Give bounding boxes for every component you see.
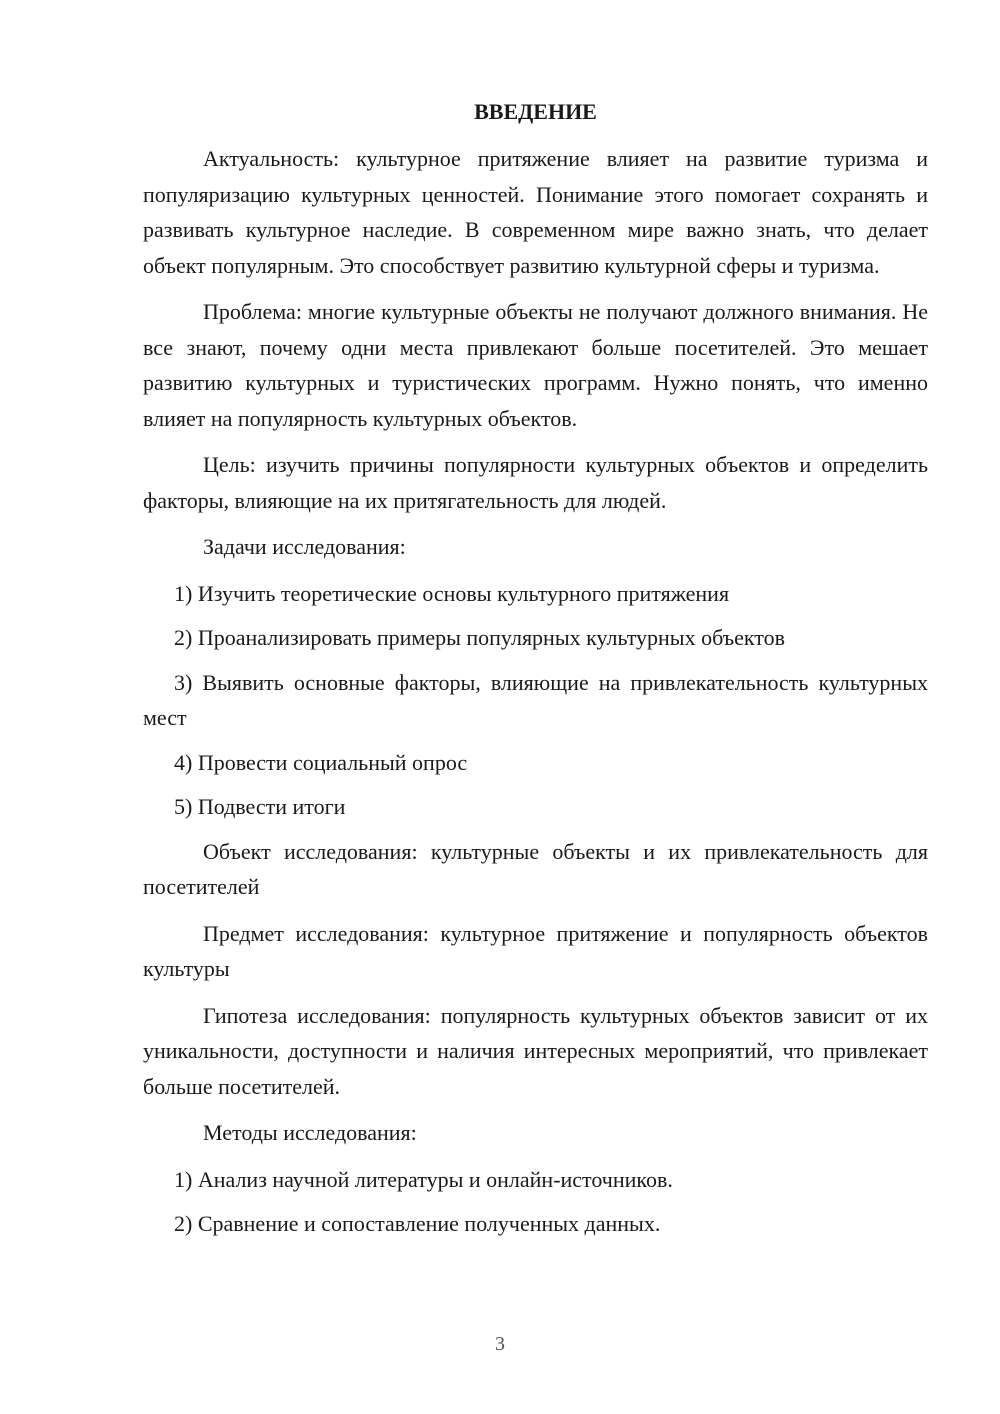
list-item-method-2: 2) Сравнение и сопоставление полученных данных. — [174, 1211, 661, 1236]
list-item-method-1: 1) Анализ научной литературы и онлайн-источников. — [174, 1166, 673, 1192]
page-number: 3 — [495, 1333, 505, 1355]
list-item-task-2: 2) Проанализировать примеры популярных культурных объектов — [174, 625, 785, 650]
page-content — [143, 94, 928, 1251]
paragraph-goal: Цель: изучить причины популярности культурных объектов и определить факторы, влияющие на их притягательность для людей. — [143, 452, 928, 513]
paragraph-tasks-heading: Задачи исследования: — [203, 534, 406, 559]
page-title: ВВЕДЕНИЕ — [474, 99, 597, 124]
paragraph-research-subject: Предмет исследования: культурное притяжение и популярность объектов культуры — [143, 920, 928, 981]
paragraph-relevance: Актуальность: культурное притяжение влияет на развитие туризма и популяризацию культурных ценностей. Понимание этого помогает сохранять и развивать культурное наследие. В современном мире важно знать, что делает объект популярным. Это способствует развитию культурной сферы и туризма. — [143, 146, 928, 278]
list-item-task-1: 1) Изучить теоретические основы культурного притяжения — [174, 580, 730, 606]
paragraph-hypothesis: Гипотеза исследования: популярность культурных объектов зависит от их уникальности, доступности и наличия интересных мероприятий, что привлекает больше посетителей. — [143, 1002, 928, 1099]
list-item-task-4: 4) Провести социальный опрос — [174, 749, 468, 775]
paragraph-problem: Проблема: многие культурные объекты не получают должного внимания. Не все знают, почему одни места привлекают больше посетителей. Это мешает развитию культурных и туристических программ. Нужно понять, что именно влияет на популярность культурных объектов. — [143, 299, 928, 431]
paragraph-research-object: Объект исследования: культурные объекты и их привлекательность для посетителей — [143, 838, 928, 899]
paragraph-methods-heading: Методы исследования: — [203, 1120, 417, 1145]
list-item-task-3: 3) Выявить основные факторы, влияющие на привлекательность культурных мест — [143, 669, 928, 730]
list-item-task-5: 5) Подвести итоги — [174, 794, 346, 819]
